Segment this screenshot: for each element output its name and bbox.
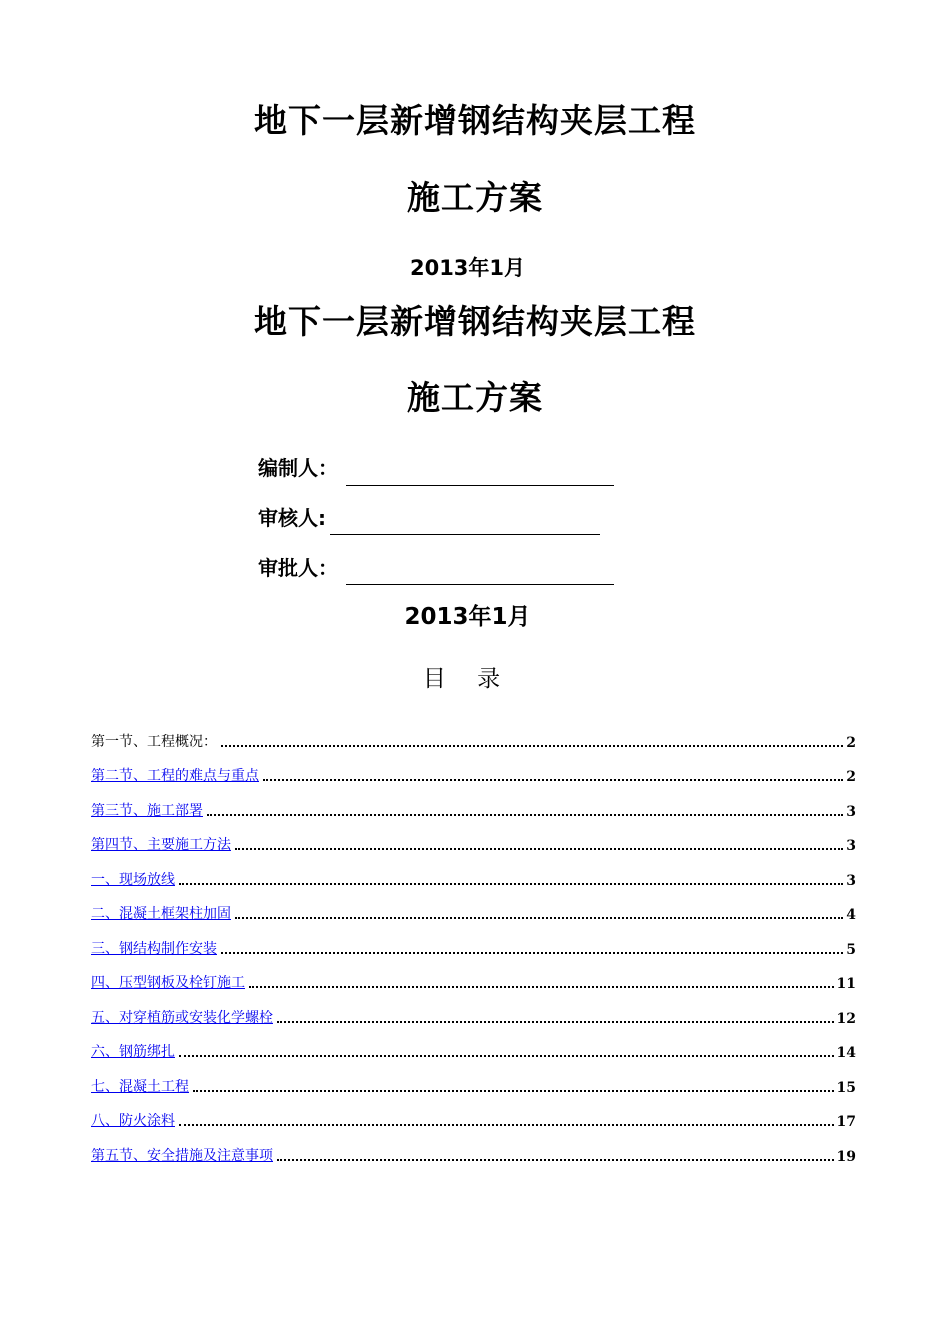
toc-link[interactable]: 五、对穿植筋或安装化学螺栓 bbox=[91, 1009, 273, 1026]
toc-page-number: 4 bbox=[846, 907, 856, 923]
toc-leader bbox=[221, 952, 843, 954]
toc-leader bbox=[263, 779, 843, 781]
toc-heading: 目 录 bbox=[422, 666, 513, 692]
toc-leader bbox=[179, 883, 843, 885]
toc-page-number: 3 bbox=[846, 838, 856, 854]
toc-page-number: 14 bbox=[836, 1045, 856, 1061]
toc-item bbox=[91, 923, 856, 958]
toc-page-number: 2 bbox=[846, 769, 856, 785]
toc-page-number: 5 bbox=[846, 941, 856, 958]
toc-link[interactable]: 四、压型钢板及栓钉施工 bbox=[91, 975, 245, 991]
toc-page-number: 15 bbox=[836, 1079, 856, 1096]
toc-item bbox=[91, 1027, 856, 1062]
cover-subtitle: 施工方案 bbox=[407, 178, 543, 217]
toc-item bbox=[91, 1130, 856, 1165]
inner-title: 地下一层新增钢结构夹层工程 bbox=[254, 302, 696, 341]
reviewer-label: 审核人: bbox=[258, 506, 326, 530]
toc-leader bbox=[249, 986, 834, 988]
toc-link[interactable]: 第二节、工程的难点与重点 bbox=[91, 768, 259, 784]
toc-page-number: 19 bbox=[836, 1148, 856, 1165]
compiler-label: 编制人： bbox=[258, 456, 338, 480]
toc-page-number: 3 bbox=[846, 872, 856, 889]
toc-item bbox=[91, 751, 856, 786]
toc-item bbox=[91, 820, 856, 855]
inner-date: 2013年1月 bbox=[404, 604, 531, 630]
toc-link[interactable]: 八、防火涂料 bbox=[91, 1113, 175, 1129]
toc-leader bbox=[235, 848, 843, 850]
compiler-signature-line bbox=[346, 485, 614, 486]
toc-leader bbox=[235, 917, 843, 919]
toc-page-number: 11 bbox=[836, 976, 856, 992]
toc-leader bbox=[193, 1090, 834, 1092]
toc-page-number: 2 bbox=[846, 734, 856, 751]
toc-leader bbox=[221, 745, 843, 747]
toc-leader bbox=[277, 1021, 834, 1023]
toc-item bbox=[91, 1096, 856, 1131]
toc-page-number: 3 bbox=[846, 803, 856, 820]
toc-link[interactable]: 第三节、施工部署 bbox=[91, 802, 203, 819]
toc-item bbox=[91, 958, 856, 993]
reviewer-signature-line bbox=[330, 534, 600, 535]
toc-leader bbox=[277, 1159, 834, 1161]
toc-leader bbox=[179, 1055, 834, 1057]
toc-link[interactable]: 第一节、工程概况： bbox=[91, 733, 217, 750]
cover-title: 地下一层新增钢结构夹层工程 bbox=[254, 101, 696, 140]
toc-item bbox=[91, 889, 856, 924]
toc-page-number: 17 bbox=[836, 1114, 856, 1130]
toc-page-number: 12 bbox=[836, 1010, 856, 1027]
cover-date: 2013年1月 bbox=[409, 256, 526, 280]
toc-item bbox=[91, 1061, 856, 1096]
toc-link[interactable]: 七、混凝土工程 bbox=[91, 1078, 189, 1095]
toc-link[interactable]: 六、钢筋绑扎 bbox=[91, 1044, 175, 1060]
toc-link[interactable]: 第五节、安全措施及注意事项 bbox=[91, 1147, 273, 1164]
approver-label: 审批人： bbox=[258, 556, 338, 580]
toc-item bbox=[91, 992, 856, 1027]
toc-list bbox=[91, 716, 856, 1165]
toc-leader bbox=[179, 1124, 834, 1126]
approver-signature-line bbox=[346, 584, 614, 585]
toc-item bbox=[91, 785, 856, 820]
toc-link[interactable]: 二、混凝土框架柱加固 bbox=[91, 906, 231, 922]
inner-subtitle: 施工方案 bbox=[407, 378, 543, 417]
toc-item bbox=[91, 854, 856, 889]
toc-leader bbox=[207, 814, 843, 816]
toc-item bbox=[91, 716, 856, 751]
toc-link[interactable]: 三、钢结构制作安装 bbox=[91, 940, 217, 957]
toc-link[interactable]: 一、现场放线 bbox=[91, 871, 175, 888]
toc-link[interactable]: 第四节、主要施工方法 bbox=[91, 837, 231, 853]
